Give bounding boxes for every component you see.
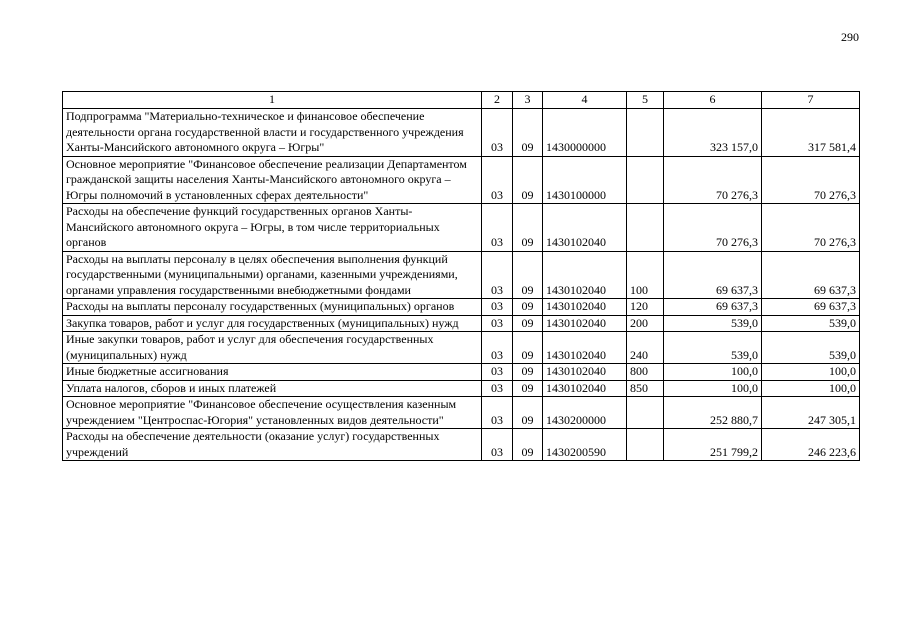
expense-type [627,397,664,429]
header-cell: 6 [664,92,762,109]
expense-type: 800 [627,364,664,381]
amount-col7: 317 581,4 [762,109,860,157]
expense-type [627,429,664,461]
amount-col7: 70 276,3 [762,156,860,204]
item-name: Расходы на выплаты персоналу в целях обеспечения выполнения функций государственными (муниципальными) органами, казенными учреждениями, органами управления государственными внебюджетными фондами [63,251,482,299]
amount-col7: 100,0 [762,364,860,381]
expense-type: 200 [627,315,664,332]
amount-col6: 100,0 [664,364,762,381]
amount-col6: 70 276,3 [664,156,762,204]
table-row [63,315,860,332]
amount-col6: 69 637,3 [664,251,762,299]
amount-col6: 252 880,7 [664,397,762,429]
header-cell: 3 [513,92,543,109]
expense-type: 120 [627,299,664,316]
amount-col7: 70 276,3 [762,204,860,252]
subsection-code: 09 [513,156,543,204]
subsection-code: 09 [513,109,543,157]
subsection-code: 09 [513,380,543,397]
page-number: 290 [841,30,859,44]
header-cell: 1 [63,92,482,109]
item-name: Иные закупки товаров, работ и услуг для обеспечения государственных (муниципальных) нужд [63,332,482,364]
header-cell: 4 [543,92,627,109]
subsection-code: 09 [513,397,543,429]
amount-col7: 69 637,3 [762,299,860,316]
expense-type [627,156,664,204]
item-name: Подпрограмма "Материально-техническое и финансовое обеспечение деятельности органа государственной власти и государственного учреждения Ханты-Мансийского автономного округа – Югры" [63,109,482,157]
target-article: 1430102040 [543,380,627,397]
item-name: Расходы на обеспечение деятельности (оказание услуг) государственных учреждений [63,429,482,461]
amount-col7: 69 637,3 [762,251,860,299]
table-row [63,109,860,157]
table-row [63,299,860,316]
target-article: 1430102040 [543,204,627,252]
amount-col7: 539,0 [762,315,860,332]
header-cell: 5 [627,92,664,109]
subsection-code: 09 [513,315,543,332]
table-row [63,380,860,397]
section-code: 03 [482,315,513,332]
table-row [63,332,860,364]
section-code: 03 [482,299,513,316]
table-row [63,156,860,204]
section-code: 03 [482,332,513,364]
item-name: Основное мероприятие "Финансовое обеспечение осуществления казенным учреждением "Центроспас-Югория" установленных видов деятельности" [63,397,482,429]
target-article: 1430102040 [543,299,627,316]
target-article: 1430200000 [543,397,627,429]
table-row [63,204,860,252]
amount-col7: 246 223,6 [762,429,860,461]
amount-col6: 251 799,2 [664,429,762,461]
target-article: 1430100000 [543,156,627,204]
section-code: 03 [482,204,513,252]
header-row [63,92,860,109]
expense-type: 240 [627,332,664,364]
section-code: 03 [482,156,513,204]
section-code: 03 [482,364,513,381]
section-code: 03 [482,109,513,157]
header-cell: 2 [482,92,513,109]
amount-col6: 539,0 [664,332,762,364]
amount-col6: 539,0 [664,315,762,332]
target-article: 1430102040 [543,332,627,364]
amount-col6: 100,0 [664,380,762,397]
target-article: 1430102040 [543,251,627,299]
table-row [63,429,860,461]
section-code: 03 [482,251,513,299]
subsection-code: 09 [513,251,543,299]
subsection-code: 09 [513,204,543,252]
item-name: Расходы на обеспечение функций государственных органов Ханты-Мансийского автономного округа – Югры, в том числе территориальных органов [63,204,482,252]
table-row [63,251,860,299]
budget-table [62,91,860,461]
target-article: 1430102040 [543,364,627,381]
amount-col7: 247 305,1 [762,397,860,429]
table-row [63,397,860,429]
subsection-code: 09 [513,429,543,461]
subsection-code: 09 [513,299,543,316]
item-name: Основное мероприятие "Финансовое обеспечение реализации Департаментом гражданской защиты населения Ханты-Мансийского автономного округа – Югры полномочий в установленных сферах деятельности" [63,156,482,204]
amount-col6: 69 637,3 [664,299,762,316]
target-article: 1430102040 [543,315,627,332]
expense-type [627,204,664,252]
amount-col7: 100,0 [762,380,860,397]
section-code: 03 [482,397,513,429]
amount-col6: 70 276,3 [664,204,762,252]
expense-type: 100 [627,251,664,299]
subsection-code: 09 [513,332,543,364]
item-name: Расходы на выплаты персоналу государственных (муниципальных) органов [63,299,482,316]
amount-col7: 539,0 [762,332,860,364]
amount-col6: 323 157,0 [664,109,762,157]
item-name: Уплата налогов, сборов и иных платежей [63,380,482,397]
expense-type: 850 [627,380,664,397]
header-cell: 7 [762,92,860,109]
target-article: 1430200590 [543,429,627,461]
item-name: Закупка товаров, работ и услуг для государственных (муниципальных) нужд [63,315,482,332]
subsection-code: 09 [513,364,543,381]
expense-type [627,109,664,157]
section-code: 03 [482,429,513,461]
table-row [63,364,860,381]
section-code: 03 [482,380,513,397]
target-article: 1430000000 [543,109,627,157]
item-name: Иные бюджетные ассигнования [63,364,482,381]
